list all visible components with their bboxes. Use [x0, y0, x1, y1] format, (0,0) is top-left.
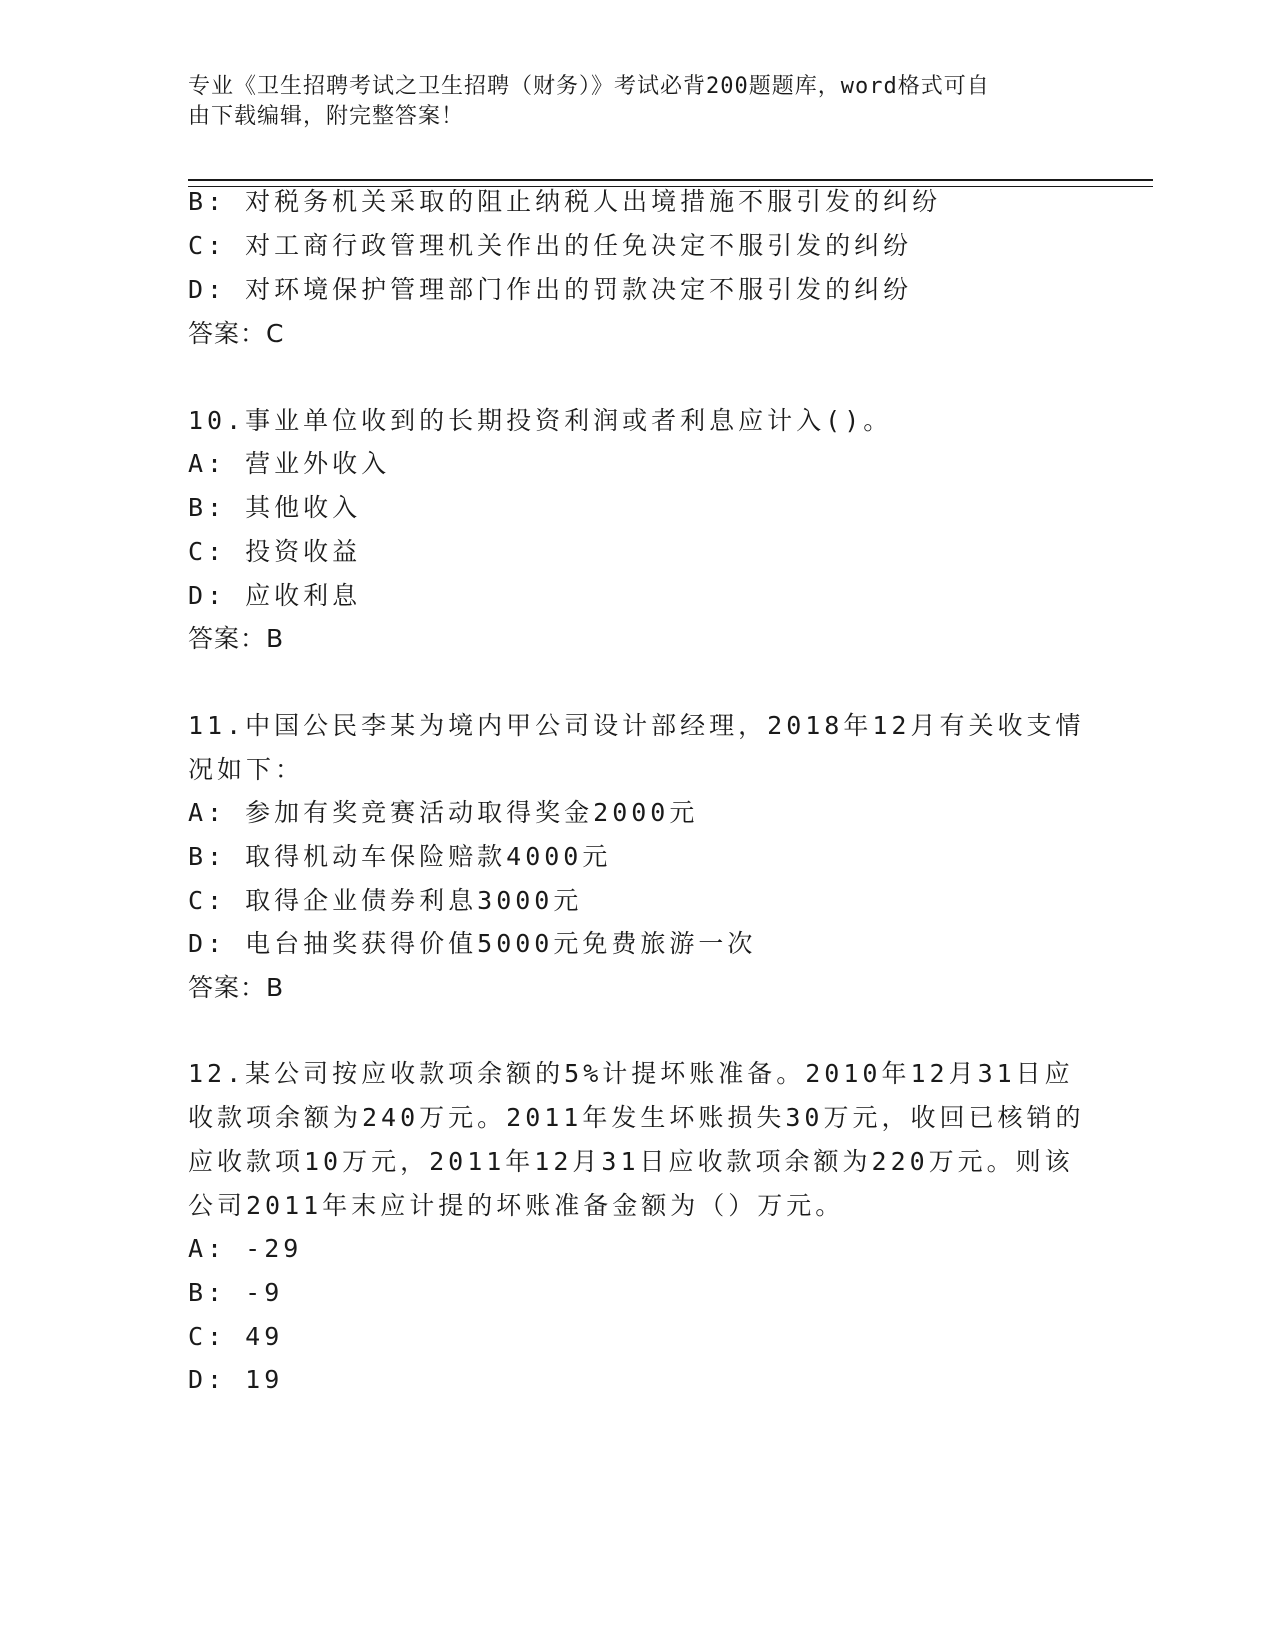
page-header: [188, 72, 1068, 132]
q10-option-c: C: 投资收益: [188, 537, 362, 566]
q10-answer: 答案：B: [188, 624, 285, 653]
q9-option-b: B: 对税务机关采取的阻止纳税人出境措施不服引发的纠纷: [188, 187, 942, 216]
header-line-2: 由下载编辑，附完整答案！: [188, 104, 465, 129]
q12-option-c: C: 49: [188, 1322, 284, 1351]
q9-option-c: C: 对工商行政管理机关作出的任免决定不服引发的纠纷: [188, 231, 913, 260]
q12-stem-line-3: 应收款项10万元，2011年12月31日应收款项余额为220万元。则该: [188, 1147, 1074, 1176]
q9-option-d: D: 对环境保护管理部门作出的罚款决定不服引发的纠纷: [188, 275, 913, 304]
q12-stem-line-2: 收款项余额为240万元。2011年发生坏账损失30万元，收回已核销的: [188, 1103, 1085, 1132]
q12-option-a: A: -29: [188, 1234, 303, 1263]
q10-stem: 10.事业单位收到的长期投资利润或者利息应计入()。: [188, 406, 893, 435]
q12-option-d: D: 19: [188, 1365, 284, 1394]
header-line-1: 专业《卫生招聘考试之卫生招聘（财务）》考试必背200题题库，word格式可自: [188, 74, 990, 99]
q9-answer: 答案：C: [188, 319, 285, 348]
q11-stem-line-2: 况如下：: [188, 755, 305, 784]
q12-stem-line-4: 公司2011年末应计提的坏账准备金额为（）万元。: [188, 1191, 845, 1220]
q11-option-a: A: 参加有奖竞赛活动取得奖金2000元: [188, 798, 699, 827]
q11-answer: 答案：B: [188, 973, 285, 1002]
q10-option-b: B: 其他收入: [188, 493, 362, 522]
q11-option-c: C: 取得企业债券利息3000元: [188, 886, 583, 915]
q12-option-b: B: -9: [188, 1278, 284, 1307]
q11-option-d: D: 电台抽奖获得价值5000元免费旅游一次: [188, 929, 757, 958]
q12-stem-line-1: 12.某公司按应收款项余额的5%计提坏账准备。2010年12月31日应: [188, 1059, 1074, 1088]
q11-stem-line-1: 11.中国公民李某为境内甲公司设计部经理，2018年12月有关收支情: [188, 711, 1085, 740]
q10-option-a: A: 营业外收入: [188, 449, 391, 478]
q10-option-d: D: 应收利息: [188, 581, 362, 610]
q11-option-b: B: 取得机动车保险赔款4000元: [188, 842, 612, 871]
